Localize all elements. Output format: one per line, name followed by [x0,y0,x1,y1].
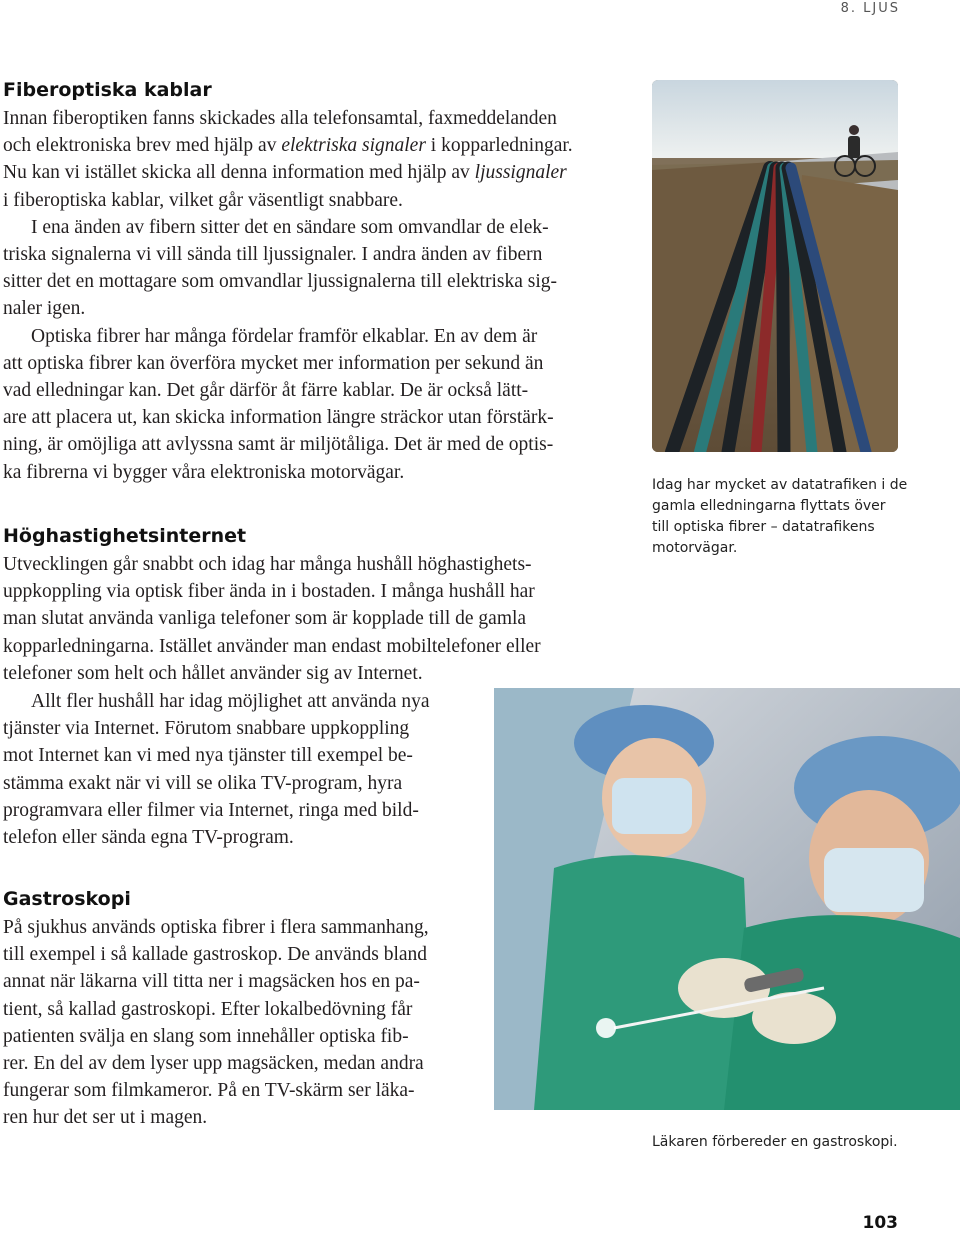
text-line: tjänster via Internet. Förutom snabbare uppkoppling [3,718,410,740]
text-line: Allt fler hushåll har idag möjlighet att använda nya [31,691,430,712]
paragraph-fiber-2 [3,214,597,323]
text-line [3,159,597,186]
section-gastro [3,887,455,1132]
text-line: triska signalerna vi vill sända till ljussignaler. I andra änden av fibern [3,244,543,266]
text-span: Nu kan vi istället skicka all denna information med hjälp av [3,162,475,184]
page-number: 103 [862,1213,898,1233]
text-line: are att placera ut, kan skicka information längre sträckor utan förstärk- [3,407,554,429]
text-line: kopparledningarna. Istället använder man endast mobiltelefoner eller [3,635,541,657]
caption-line: motorvägar. [652,540,738,556]
text-line: telefon eller sända egna TV-program. [3,827,294,849]
text-line: fungerar som filmkameror. På en TV-skärm ser läka- [3,1080,415,1102]
text-line: annat när läkarna vill titta ner i magsäcken hos en pa- [3,971,420,993]
text-line: programvara eller filmer via Internet, ringa med bild- [3,799,419,821]
section-heading-fiber: Fiberoptiska kablar [3,79,212,101]
text-line: ka fibrerna vi bygger våra elektroniska motorvägar. [3,461,405,483]
text-line: vad elledningar kan. Det går därför åt färre kablar. De är också lätt- [3,380,529,402]
fiber-cables-illustration [652,80,898,452]
text-line: naler igen. [3,298,86,320]
text-line [3,132,597,159]
caption-line: till optiska fibrer – datatrafikens [652,519,875,535]
gastroscopy-illustration [494,688,960,1110]
text-span: i kopparledningar. [425,135,573,157]
text-line: Utvecklingen går snabbt och idag har många hushåll höghastighets- [3,554,532,575]
gastroscopy-caption: Läkaren förbereder en gastroskopi. [652,1134,898,1150]
text-line: Innan fiberoptiken fanns skickades alla telefonsamtal, faxmeddelanden [3,108,557,129]
text-line: att optiska fibrer kan överföra mycket mer information per sekund än [3,352,544,374]
paragraph-fiber-1 [3,105,597,214]
text-line: mot Internet kan vi med nya tjänster till exempel be- [3,745,413,767]
text-span: och elektroniska brev med hjälp av [3,135,282,157]
paragraph-fiber-3 [3,323,597,486]
text-line: stämma exakt när vi vill se olika TV-program, hyra [3,772,403,794]
section-internet [3,524,597,687]
text-line: sitter det en mottagare som omvandlar ljussignalerna till elektriska sig- [3,271,557,293]
running-head: 8. LJUS [840,1,900,16]
text-line: På sjukhus används optiska fibrer i flera sammanhang, [3,917,429,938]
paragraph-internet-2 [3,688,455,851]
text-line: ren hur det ser ut i magen. [3,1107,208,1129]
paragraph-gastro-1 [3,914,455,1132]
text-line: I ena änden av fibern sitter det en sändare som omvandlar de elek- [31,216,549,238]
text-line: uppkoppling via optisk fiber ända in i bostaden. I många hushåll har [3,581,535,603]
section-fiber [3,78,597,486]
text-line: patienten svälja en slang som innehåller optiska fib- [3,1025,409,1047]
caption-line: gamla elledningarna flyttats över [652,498,886,514]
text-line: Optiska fibrer har många fördelar framför elkablar. En av dem är [31,325,538,347]
text-line: man slutat använda vanliga telefoner som är kopplade till de gamla [3,608,527,630]
fiber-cables-caption [652,475,922,559]
text-line: telefoner som helt och hållet använder sig av Internet. [3,662,423,684]
text-line: till exempel i så kallade gastroskop. De används bland [3,944,428,966]
section-heading-gastro: Gastroskopi [3,888,131,910]
text-line: ning, är omöjliga att avlyssna samt är miljötåliga. Det är med de optis- [3,434,554,456]
section-heading-internet: Höghastighetsinternet [3,525,247,547]
fiber-cables-photo [652,80,898,452]
paragraph-internet-1 [3,551,597,687]
emphasis: ljussignaler [474,162,567,184]
text-line: rer. En del av dem lyser upp magsäcken, medan andra [3,1053,424,1075]
gastroscopy-photo [494,688,960,1110]
text-line: i fiberoptiska kablar, vilket går väsentligt snabbare. [3,189,403,211]
text-line: tient, så kallad gastroskopi. Efter lokalbedövning får [3,998,413,1020]
emphasis: elektriska signaler [281,135,426,157]
caption-line: Idag har mycket av datatrafiken i de [652,477,908,493]
